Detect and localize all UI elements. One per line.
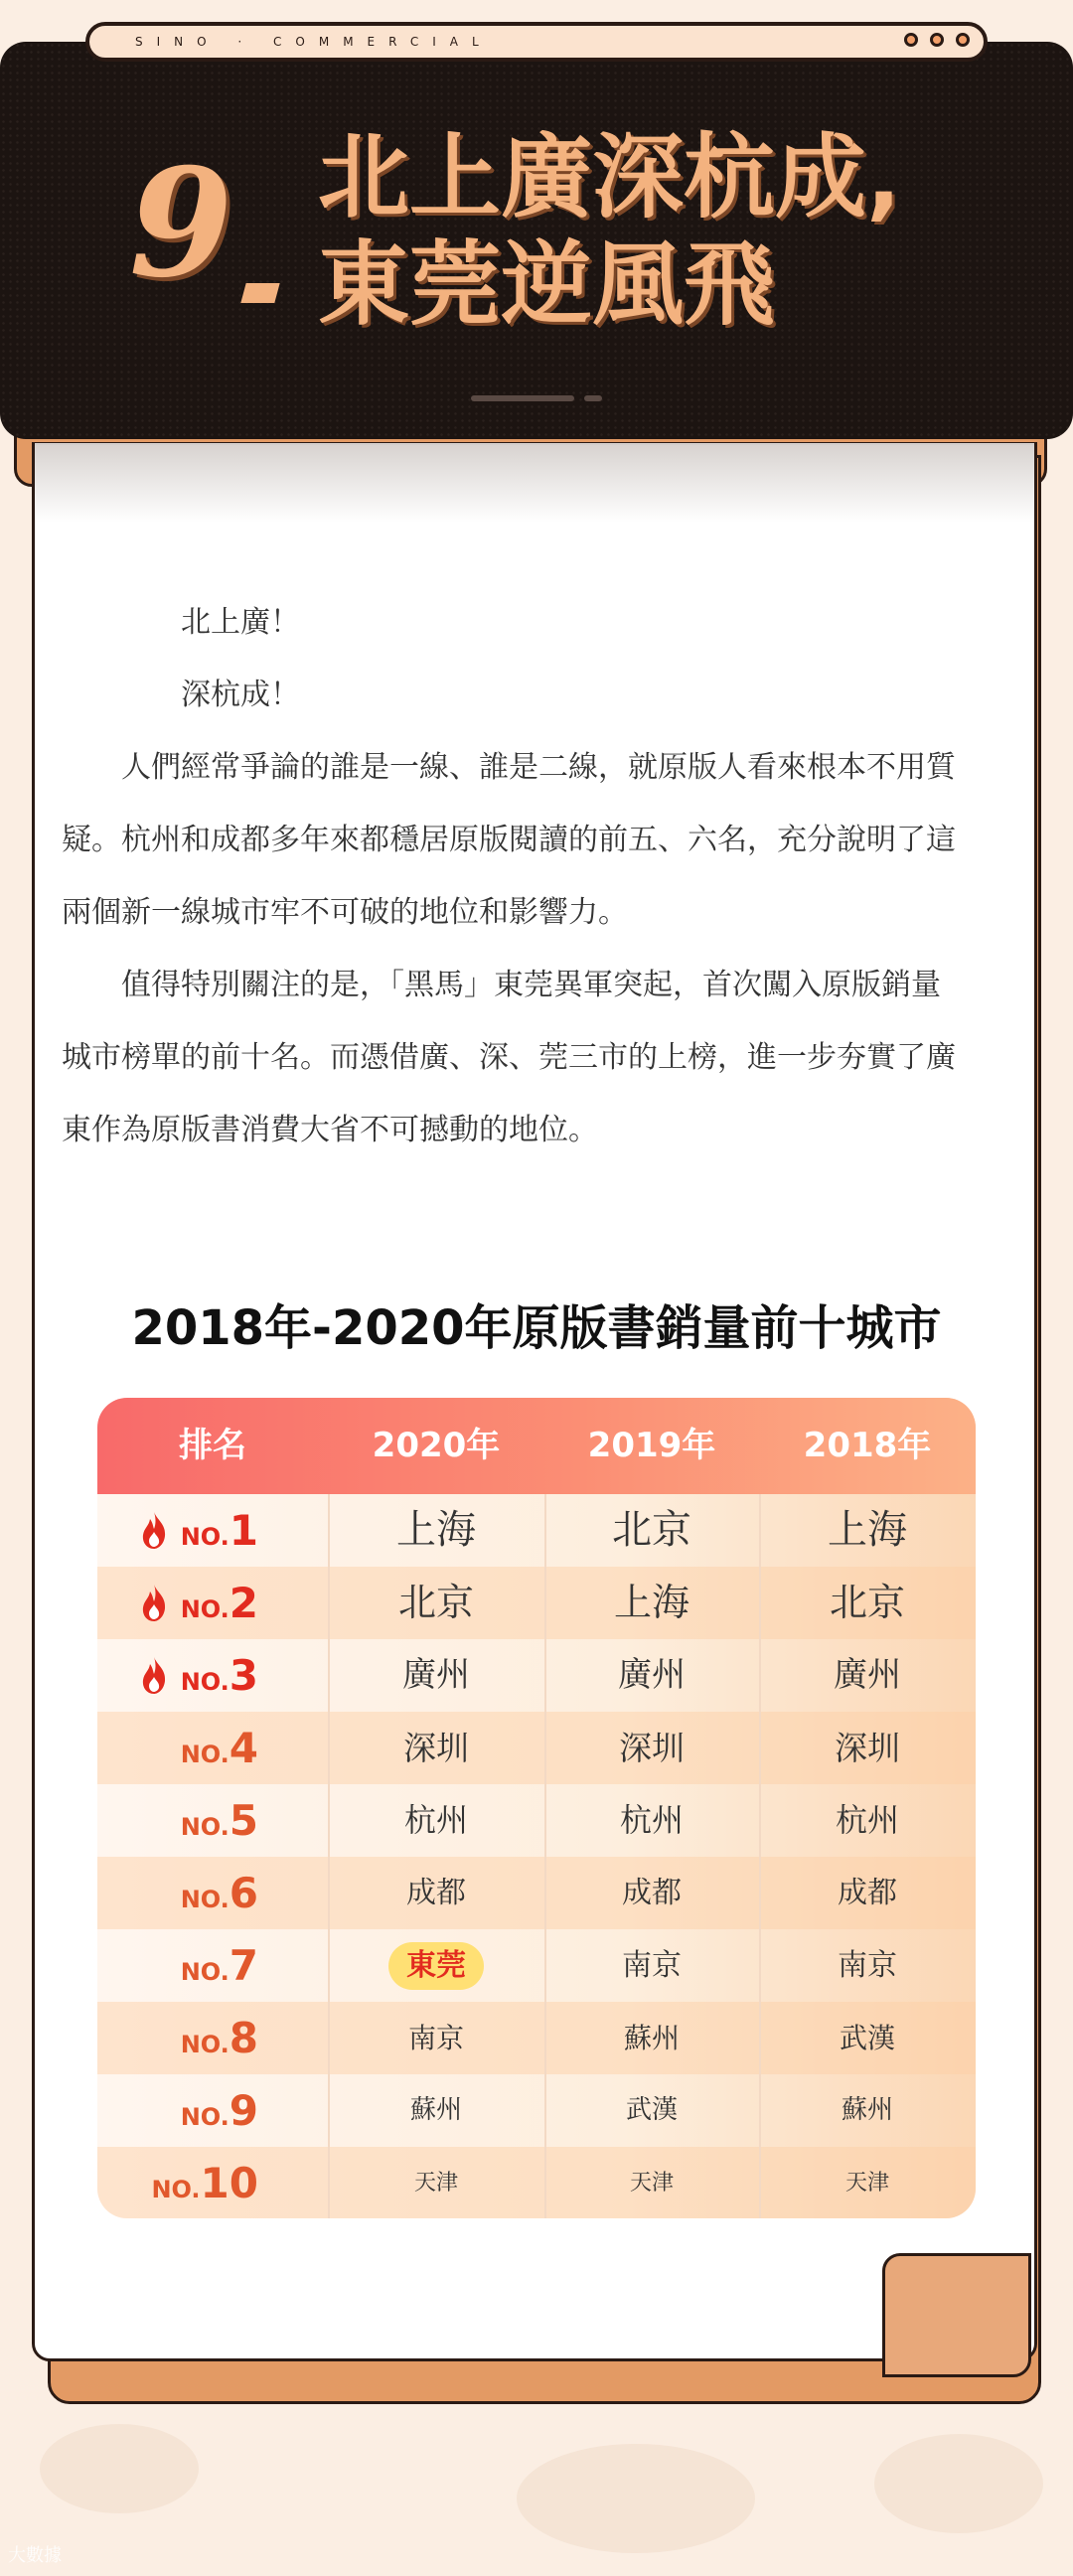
fire-icon bbox=[139, 1583, 169, 1622]
rank-number: 6 bbox=[229, 1869, 258, 1917]
rank-number: 2 bbox=[229, 1579, 258, 1627]
city-cell-2018 bbox=[759, 1929, 976, 2002]
city-cell-2019 bbox=[544, 2074, 759, 2147]
rank-prefix: NO. bbox=[180, 1813, 230, 1841]
title-line-2: 東莞逆風飛 bbox=[318, 231, 776, 338]
paragraph: 深杭成！ bbox=[181, 678, 300, 712]
board-divider bbox=[584, 395, 602, 401]
fire-icon bbox=[139, 1655, 169, 1695]
city-name: 杭州 bbox=[403, 1801, 468, 1839]
city-cell-2018 bbox=[759, 1857, 976, 1929]
rank-cell bbox=[97, 1929, 328, 2002]
article-body bbox=[62, 586, 956, 1166]
paper-stain bbox=[874, 2434, 1043, 2533]
table-row bbox=[97, 1929, 976, 2002]
city-name: 北京 bbox=[612, 1507, 691, 1553]
city-cell-2019 bbox=[544, 1712, 759, 1784]
window-dots bbox=[904, 33, 970, 47]
rank-number: 1 bbox=[229, 1506, 258, 1555]
city-name: 天津 bbox=[413, 2171, 458, 2196]
rank-prefix: NO. bbox=[180, 1886, 230, 1913]
table-row bbox=[97, 1494, 976, 1567]
city-name: 上海 bbox=[828, 1507, 907, 1553]
rank-number: 10 bbox=[200, 2159, 258, 2207]
table-row bbox=[97, 1857, 976, 1929]
city-name: 成都 bbox=[622, 1876, 682, 1910]
column-divider bbox=[544, 1494, 546, 2218]
city-cell-2019 bbox=[544, 1567, 759, 1639]
header-2019: 2019年 bbox=[587, 1426, 716, 1465]
rank-prefix: NO. bbox=[180, 1668, 230, 1696]
rank-cell bbox=[97, 1784, 328, 1857]
city-cell-2019 bbox=[544, 1494, 759, 1567]
header-rank: 排名 bbox=[179, 1426, 246, 1465]
rank-cell bbox=[97, 2002, 328, 2074]
dot-icon bbox=[956, 33, 970, 47]
city-name: 廣州 bbox=[834, 1655, 901, 1695]
dot-icon bbox=[904, 33, 918, 47]
city-cell-2019 bbox=[544, 1784, 759, 1857]
rank-cell bbox=[97, 2074, 328, 2147]
watermark: 大數據 bbox=[8, 2545, 62, 2566]
city-cell-2019 bbox=[544, 2002, 759, 2074]
table-row bbox=[97, 1567, 976, 1639]
city-name: 成都 bbox=[406, 1876, 466, 1910]
board-divider bbox=[471, 395, 574, 401]
city-name: 武漢 bbox=[625, 2095, 678, 2125]
city-cell-2020 bbox=[328, 1712, 544, 1784]
table-row bbox=[97, 1712, 976, 1784]
city-name: 蘇州 bbox=[409, 2095, 462, 2125]
city-name: 上海 bbox=[396, 1507, 476, 1553]
section-number-dot bbox=[240, 283, 279, 303]
rank-prefix: NO. bbox=[180, 1958, 230, 1986]
paragraph: 值得特別關注的是，「黑馬」東莞異軍突起，首次闖入原版銷量城市榜單的前十名。而憑借廣、深、莞三市的上榜，進一步夯實了廣東作為原版書消費大省不可撼動的地位。 bbox=[62, 968, 956, 1147]
rank-number: 8 bbox=[229, 2014, 258, 2062]
corner-fold bbox=[882, 2253, 1031, 2377]
city-cell-2018 bbox=[759, 1567, 976, 1639]
city-cell-2019 bbox=[544, 2147, 759, 2218]
title-line-1: 北上廣深杭成, bbox=[318, 124, 901, 230]
rank-cell bbox=[97, 2147, 328, 2218]
table-row bbox=[97, 1784, 976, 1857]
brand-bar bbox=[85, 22, 988, 62]
city-name: 北京 bbox=[829, 1581, 905, 1624]
rank-prefix: NO. bbox=[180, 1741, 230, 1768]
city-cell-2020 bbox=[328, 1784, 544, 1857]
column-divider bbox=[328, 1494, 330, 2218]
city-cell-2018 bbox=[759, 2147, 976, 2218]
city-name: 南京 bbox=[622, 1948, 682, 1983]
page-title bbox=[318, 124, 1033, 339]
city-name: 深圳 bbox=[403, 1729, 469, 1767]
city-name: 蘇州 bbox=[841, 2095, 893, 2125]
city-cell-2019 bbox=[544, 1857, 759, 1929]
city-name: 天津 bbox=[844, 2171, 889, 2196]
city-cell-2018 bbox=[759, 1494, 976, 1567]
city-name: 廣州 bbox=[402, 1655, 470, 1695]
card-shade bbox=[35, 443, 1034, 523]
dot-icon bbox=[930, 33, 944, 47]
city-cell-2020 bbox=[328, 2147, 544, 2218]
rank-cell bbox=[97, 1639, 328, 1712]
paragraph: 人們經常爭論的誰是一線、誰是二線，就原版人看來根本不用質疑。杭州和成都多年來都穩居原版閱讀的前五、六名，充分說明了這兩個新一線城市牢不可破的地位和影響力。 bbox=[62, 750, 956, 930]
city-cell-2019 bbox=[544, 1929, 759, 2002]
rank-prefix: NO. bbox=[180, 1523, 230, 1551]
city-cell-2018 bbox=[759, 2074, 976, 2147]
city-name: 南京 bbox=[407, 2022, 464, 2054]
city-name: 天津 bbox=[629, 2171, 674, 2196]
city-cell-2020 bbox=[328, 1639, 544, 1712]
city-name: 杭州 bbox=[835, 1801, 899, 1839]
rank-number: 9 bbox=[229, 2086, 258, 2135]
city-name: 南京 bbox=[838, 1948, 897, 1983]
rank-cell bbox=[97, 1712, 328, 1784]
city-cell-2018 bbox=[759, 2002, 976, 2074]
city-name: 深圳 bbox=[835, 1729, 900, 1767]
rank-prefix: NO. bbox=[180, 2103, 230, 2131]
table-row bbox=[97, 2147, 976, 2218]
fire-icon bbox=[139, 1510, 169, 1550]
table-row bbox=[97, 2002, 976, 2074]
paragraph: 北上廣！ bbox=[181, 605, 300, 640]
table-row bbox=[97, 2074, 976, 2147]
paper-stain bbox=[517, 2444, 755, 2553]
rank-cell bbox=[97, 1567, 328, 1639]
rank-prefix: NO. bbox=[180, 2031, 230, 2058]
rank-number: 3 bbox=[229, 1651, 258, 1700]
city-name: 廣州 bbox=[618, 1655, 686, 1695]
city-cell-2020 bbox=[328, 1494, 544, 1567]
ranking-table bbox=[97, 1398, 976, 2218]
city-cell-2018 bbox=[759, 1712, 976, 1784]
rank-cell bbox=[97, 1494, 328, 1567]
city-name: 武漢 bbox=[839, 2022, 895, 2054]
city-name: 深圳 bbox=[619, 1729, 685, 1767]
column-divider bbox=[759, 1494, 761, 2218]
table-header bbox=[97, 1398, 976, 1494]
city-cell-2020 bbox=[328, 1857, 544, 1929]
table-row bbox=[97, 1639, 976, 1712]
rank-number: 7 bbox=[229, 1941, 258, 1990]
paper-stain bbox=[40, 2424, 199, 2513]
city-cell-2020 bbox=[328, 2074, 544, 2147]
city-cell-2020 bbox=[328, 1929, 544, 2002]
city-cell-2018 bbox=[759, 1639, 976, 1712]
header-2020: 2020年 bbox=[372, 1426, 501, 1465]
city-cell-2018 bbox=[759, 1784, 976, 1857]
rank-prefix: NO. bbox=[151, 2176, 201, 2203]
rank-number: 5 bbox=[229, 1796, 258, 1845]
city-name: 北京 bbox=[397, 1581, 474, 1624]
brand-text: SINO · COMMERCIAL bbox=[135, 35, 493, 49]
city-name: 上海 bbox=[613, 1581, 690, 1624]
table-title: 2018年-2020年原版書銷量前十城市 bbox=[131, 1300, 942, 1356]
rank-cell bbox=[97, 1857, 328, 1929]
section-number: 9 bbox=[129, 136, 233, 311]
city-name: 蘇州 bbox=[623, 2022, 680, 2054]
city-name: 杭州 bbox=[619, 1801, 684, 1839]
rank-prefix: NO. bbox=[180, 1595, 230, 1623]
highlighted-city: 東莞 bbox=[388, 1942, 484, 1990]
header-2018: 2018年 bbox=[803, 1426, 932, 1465]
city-name: 成都 bbox=[838, 1876, 897, 1910]
city-cell-2020 bbox=[328, 2002, 544, 2074]
city-cell-2020 bbox=[328, 1567, 544, 1639]
rank-number: 4 bbox=[229, 1724, 258, 1772]
city-cell-2019 bbox=[544, 1639, 759, 1712]
